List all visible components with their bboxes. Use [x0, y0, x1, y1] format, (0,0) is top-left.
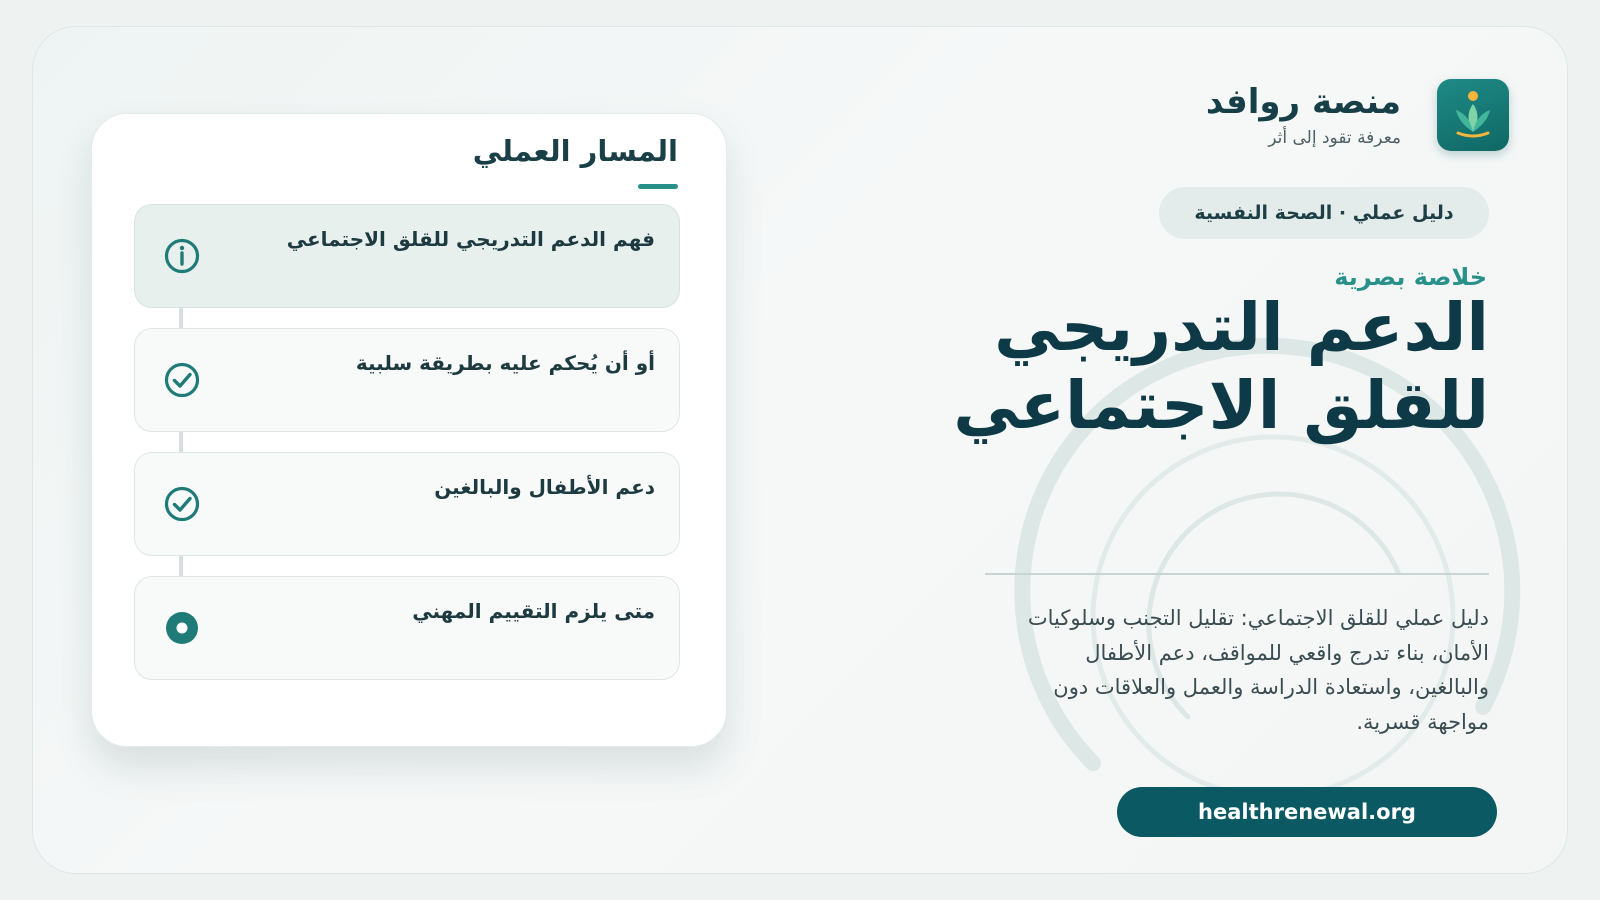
card-title: المسار العملي [472, 134, 678, 168]
step-label: أو أن يُحكم عليه بطريقة سلبية [355, 351, 655, 375]
path-step-1[interactable] [134, 204, 680, 308]
page-title [929, 289, 1489, 445]
path-step-2[interactable] [134, 328, 680, 432]
website-link-button[interactable]: healthrenewal.org [1117, 787, 1497, 837]
title-line-1: الدعم التدريجي [994, 289, 1489, 366]
summary-text: دليل عملي للقلق الاجتماعي: تقليل التجنب وسلوكيات الأمان، بناء تدرج واقعي للمواقف، دعم الأطفال والبالغين، واستعادة الدراسة والعمل والعلاقات دون مواجهة قسرية. [1027, 606, 1489, 734]
check-circle-icon [163, 485, 201, 523]
divider [985, 573, 1489, 575]
path-step-3[interactable] [134, 452, 680, 556]
brand-name: منصة روافد [1205, 81, 1401, 122]
radio-dot-icon [163, 609, 201, 647]
title-line-2: للقلق الاجتماعي [953, 366, 1489, 444]
brand-tagline: معرفة تقود إلى أثر [1268, 128, 1401, 149]
kicker-label: خلاصة بصرية [1334, 263, 1487, 291]
title-underline [638, 184, 678, 189]
step-connector [179, 554, 183, 578]
path-step-4[interactable] [134, 576, 680, 680]
lotus-sunrise-icon [1448, 88, 1498, 142]
category-pill: دليل عملي · الصحة النفسية [1159, 187, 1489, 239]
step-label: فهم الدعم التدريجي للقلق الاجتماعي [286, 227, 655, 251]
step-label: دعم الأطفال والبالغين [434, 475, 655, 499]
check-circle-icon [163, 361, 201, 399]
step-connector [179, 306, 183, 330]
info-icon [163, 237, 201, 275]
path-card [91, 113, 727, 747]
slide-frame [32, 26, 1568, 874]
brand-logo [1437, 79, 1509, 151]
step-connector [179, 430, 183, 454]
step-label: متى يلزم التقييم المهني [412, 599, 655, 623]
brand-header [1206, 79, 1509, 151]
